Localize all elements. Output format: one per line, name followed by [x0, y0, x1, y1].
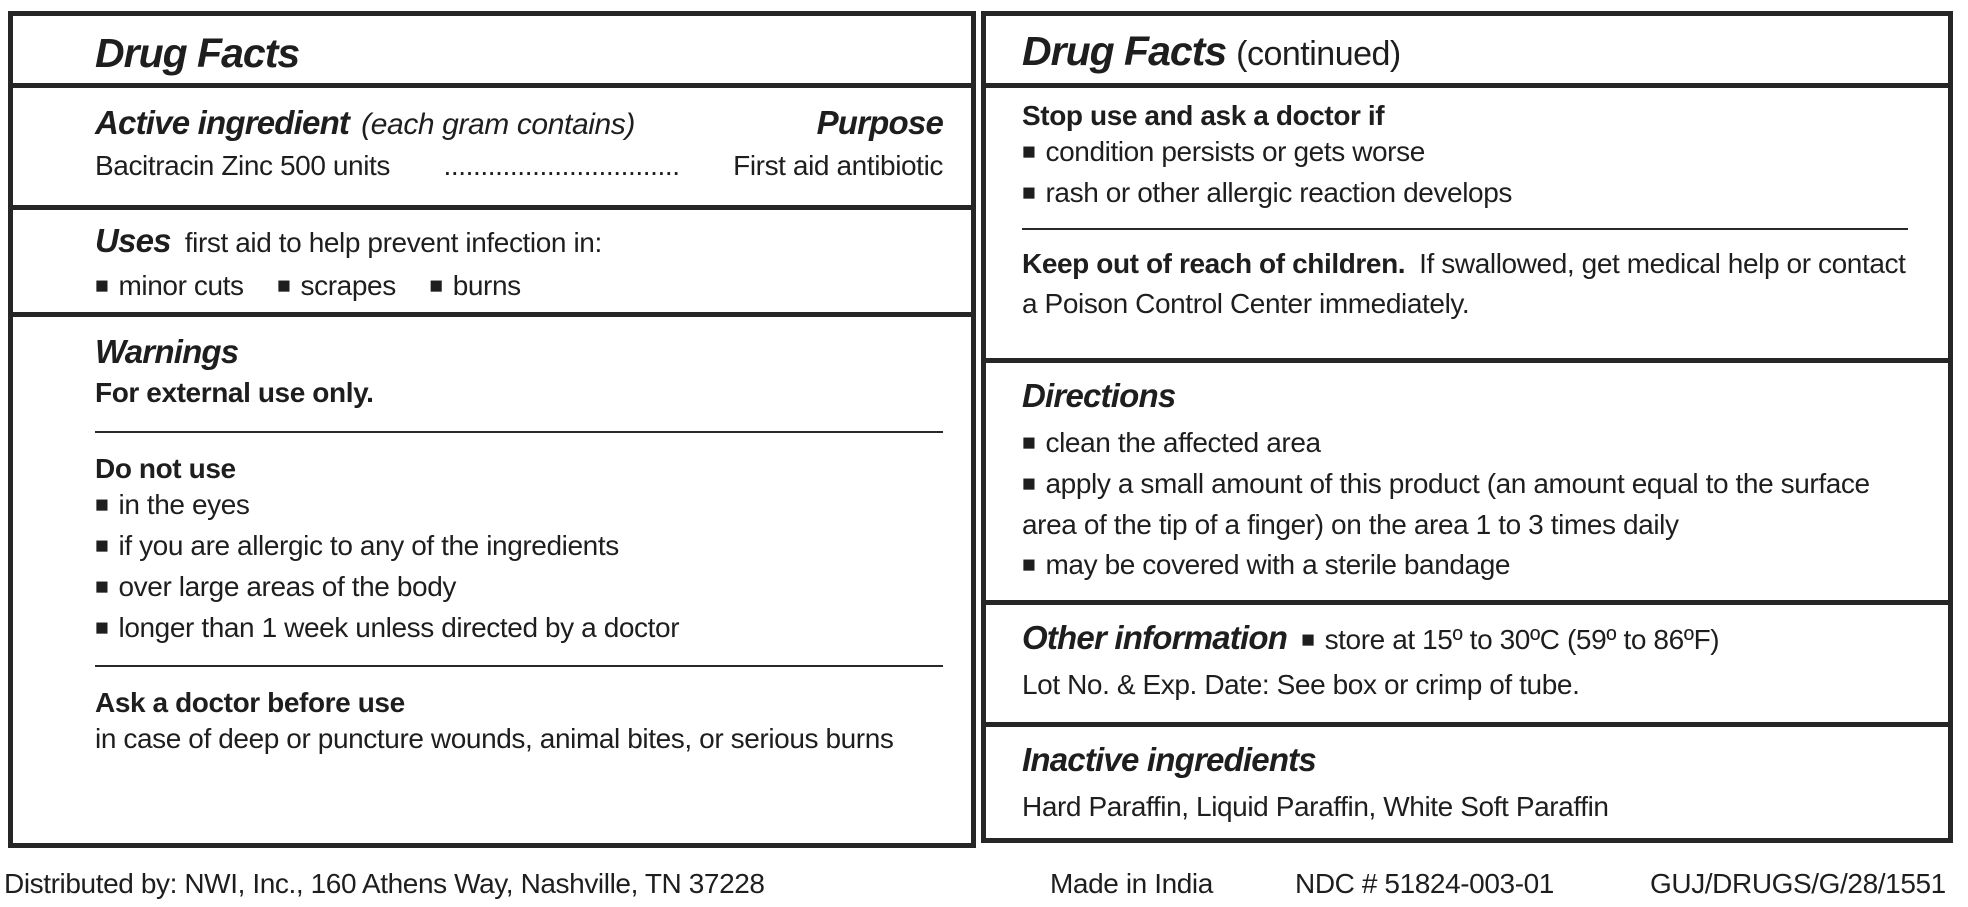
purpose-heading: Purpose [816, 104, 943, 141]
divider-rule [95, 431, 943, 433]
do-not-use-bullet-3: longer than 1 week unless directed by a doctor [118, 612, 680, 643]
bullet-square-icon: ■ [95, 491, 109, 517]
bullet-square-icon: ■ [1022, 551, 1036, 577]
distributed-by-text: Distributed by: NWI, Inc., 160 Athens Way, Nashville, TN 37228 [4, 868, 765, 899]
bullet-square-icon: ■ [1022, 470, 1036, 496]
stop-use-section [986, 88, 1948, 363]
keep-out-text: If swallowed, get medical help or contact a Poison Control Center immediately. [1022, 248, 1906, 319]
inactive-ingredients-section [986, 727, 1948, 838]
list-item [277, 270, 396, 301]
bullet-square-icon: ■ [1022, 138, 1036, 164]
directions-heading: Directions [1022, 377, 1176, 414]
other-information-section [986, 605, 1948, 727]
list-item [95, 608, 943, 649]
directions-section [986, 363, 1948, 605]
bullet-square-icon: ■ [95, 532, 109, 558]
drug-facts-continued-title-group [1022, 28, 1401, 75]
warnings-section [13, 317, 971, 843]
list-item [1022, 423, 1908, 464]
list-item [95, 567, 943, 608]
do-not-use-bullet-1: if you are allergic to any of the ingredients [118, 530, 619, 561]
ndc-number-text: NDC # 51824-003-01 [1295, 868, 1554, 899]
made-in-text: Made in India [1050, 868, 1213, 899]
uses-heading: Uses [95, 222, 171, 259]
list-item [429, 270, 521, 301]
keep-out-bold: Keep out of reach of children. [1022, 248, 1406, 279]
bullet-square-icon: ■ [1022, 179, 1036, 205]
directions-bullet-1: apply a small amount of this product (an amount equal to the surface area of the tip of a finger) on the area 1 to 3 times daily [1022, 468, 1870, 540]
inactive-ingredients-heading: Inactive ingredients [1022, 741, 1316, 778]
lot-exp-text: Lot No. & Exp. Date: See box or crimp of tube. [1022, 669, 1580, 700]
license-number-text: GUJ/DRUGS/G/28/1551 [1650, 868, 1946, 899]
bullet-square-icon: ■ [1022, 429, 1036, 455]
drug-facts-title: Drug Facts [1022, 28, 1227, 74]
active-ingredient-value-row [95, 150, 943, 182]
uses-section [13, 210, 971, 317]
active-ingredient-section [13, 88, 971, 210]
list-item [1022, 173, 1908, 214]
other-information-line [1022, 619, 1908, 657]
list-item [1022, 545, 1908, 586]
purpose-value: First aid antibiotic [733, 150, 943, 181]
bullet-square-icon: ■ [95, 614, 109, 640]
inactive-ingredients-text: Hard Paraffin, Liquid Paraffin, White Soft Paraffin [1022, 791, 1609, 822]
list-item [1022, 464, 1908, 545]
stop-use-bullet-1: rash or other allergic reaction develops [1045, 177, 1512, 208]
bullet-square-icon: ■ [277, 272, 291, 298]
bullet-square-icon: ■ [429, 272, 443, 298]
drug-facts-continued-header [986, 16, 1948, 88]
external-use-line: For external use only. [95, 377, 374, 408]
divider-rule [1022, 228, 1908, 230]
list-item [1022, 132, 1908, 173]
active-ingredient-name: Bacitracin Zinc 500 units [95, 150, 391, 181]
drug-facts-header [13, 16, 971, 88]
drug-facts-panel-left [8, 11, 976, 848]
uses-bullet-row [95, 270, 943, 302]
other-information-heading: Other information [1022, 619, 1288, 656]
active-ingredient-note: (each gram contains) [361, 108, 635, 141]
active-ingredient-heading: Active ingredient [95, 104, 350, 141]
continued-label: (continued) [1236, 35, 1401, 73]
warnings-heading: Warnings [95, 333, 239, 370]
bullet-square-icon: ■ [1301, 626, 1315, 652]
active-ingredient-heading-group [95, 104, 635, 142]
label-footer [0, 868, 1968, 907]
uses-intro: first aid to help prevent infection in: [184, 227, 602, 258]
dot-leader: ................................ [443, 150, 680, 181]
bullet-square-icon: ■ [95, 573, 109, 599]
do-not-use-bullet-0: in the eyes [118, 489, 250, 520]
stop-use-bullet-0: condition persists or gets worse [1045, 136, 1425, 167]
drug-facts-panel-right [981, 11, 1953, 843]
keep-out-paragraph [1022, 244, 1908, 324]
ask-doctor-heading: Ask a doctor before use [95, 687, 405, 718]
active-ingredient-heading-row [95, 104, 943, 142]
stop-use-heading: Stop use and ask a doctor if [1022, 100, 1385, 131]
uses-heading-line [95, 222, 943, 260]
list-item [95, 526, 943, 567]
do-not-use-heading: Do not use [95, 453, 236, 484]
store-temperature-text: store at 15º to 30ºC (59º to 86ºF) [1324, 624, 1720, 655]
do-not-use-bullet-2: over large areas of the body [118, 571, 456, 602]
uses-bullet-2: burns [452, 270, 521, 301]
directions-bullet-0: clean the affected area [1045, 427, 1321, 458]
drug-facts-title: Drug Facts [95, 30, 300, 76]
ask-doctor-text: in case of deep or puncture wounds, animal bites, or serious burns [95, 723, 894, 754]
list-item [95, 270, 244, 301]
bullet-square-icon: ■ [95, 272, 109, 298]
list-item [95, 485, 943, 526]
divider-rule [95, 665, 943, 667]
uses-bullet-0: minor cuts [118, 270, 244, 301]
uses-bullet-1: scrapes [300, 270, 396, 301]
directions-bullet-2: may be covered with a sterile bandage [1045, 549, 1511, 580]
